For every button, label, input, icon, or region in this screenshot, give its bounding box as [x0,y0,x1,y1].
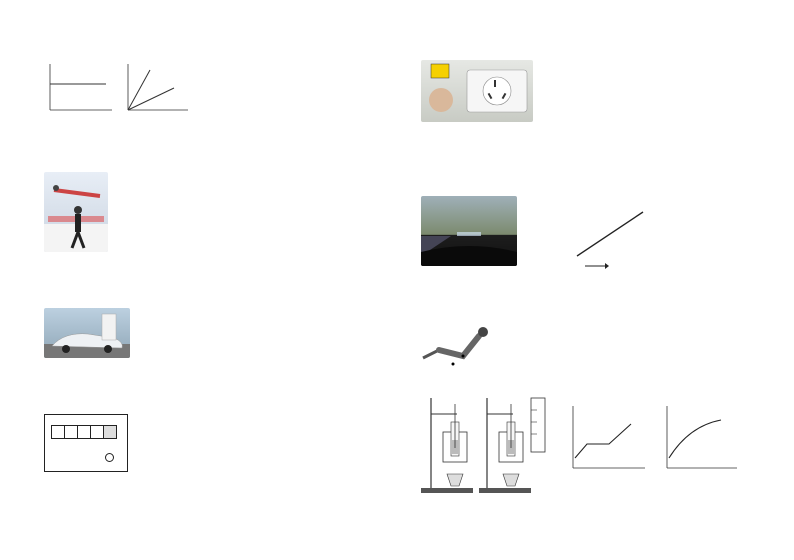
point-m [462,355,465,358]
q16-graph-2 [128,64,188,110]
meter-digit [91,425,104,439]
q23-graph-1 [573,406,645,468]
flying-car-illustration [44,308,130,358]
thermometer-scale [531,398,545,452]
socket-photo [421,60,533,122]
indicator-light-icon [105,453,114,462]
q16-graphs [40,58,220,118]
series-line [128,88,174,110]
meter-digit [104,425,117,439]
skaters-photo [44,172,108,252]
socket-illustration [421,60,533,122]
flying-car-photo [44,308,130,358]
apparatus-yi [479,398,531,493]
meter-digit [65,425,78,439]
series-line [128,70,150,110]
windshield-line [577,212,643,256]
meter-digit [78,425,91,439]
apparatus-jia [421,398,473,493]
hud-photo [421,196,517,266]
torso [439,336,479,356]
electric-meter [44,414,128,472]
skaters-illustration [44,172,108,252]
right-column [397,0,794,560]
meter-digit [51,425,65,439]
situp-figure [419,322,499,370]
meter-digits [51,425,117,439]
q16-graph-1 [50,64,112,110]
hud-illustration [421,196,517,266]
head [478,327,488,337]
q23-graph-2 [667,406,737,468]
q21-diagram [569,198,689,284]
arrow-icon [605,263,609,269]
q23-figures [417,392,777,496]
pivot-o [452,363,455,366]
